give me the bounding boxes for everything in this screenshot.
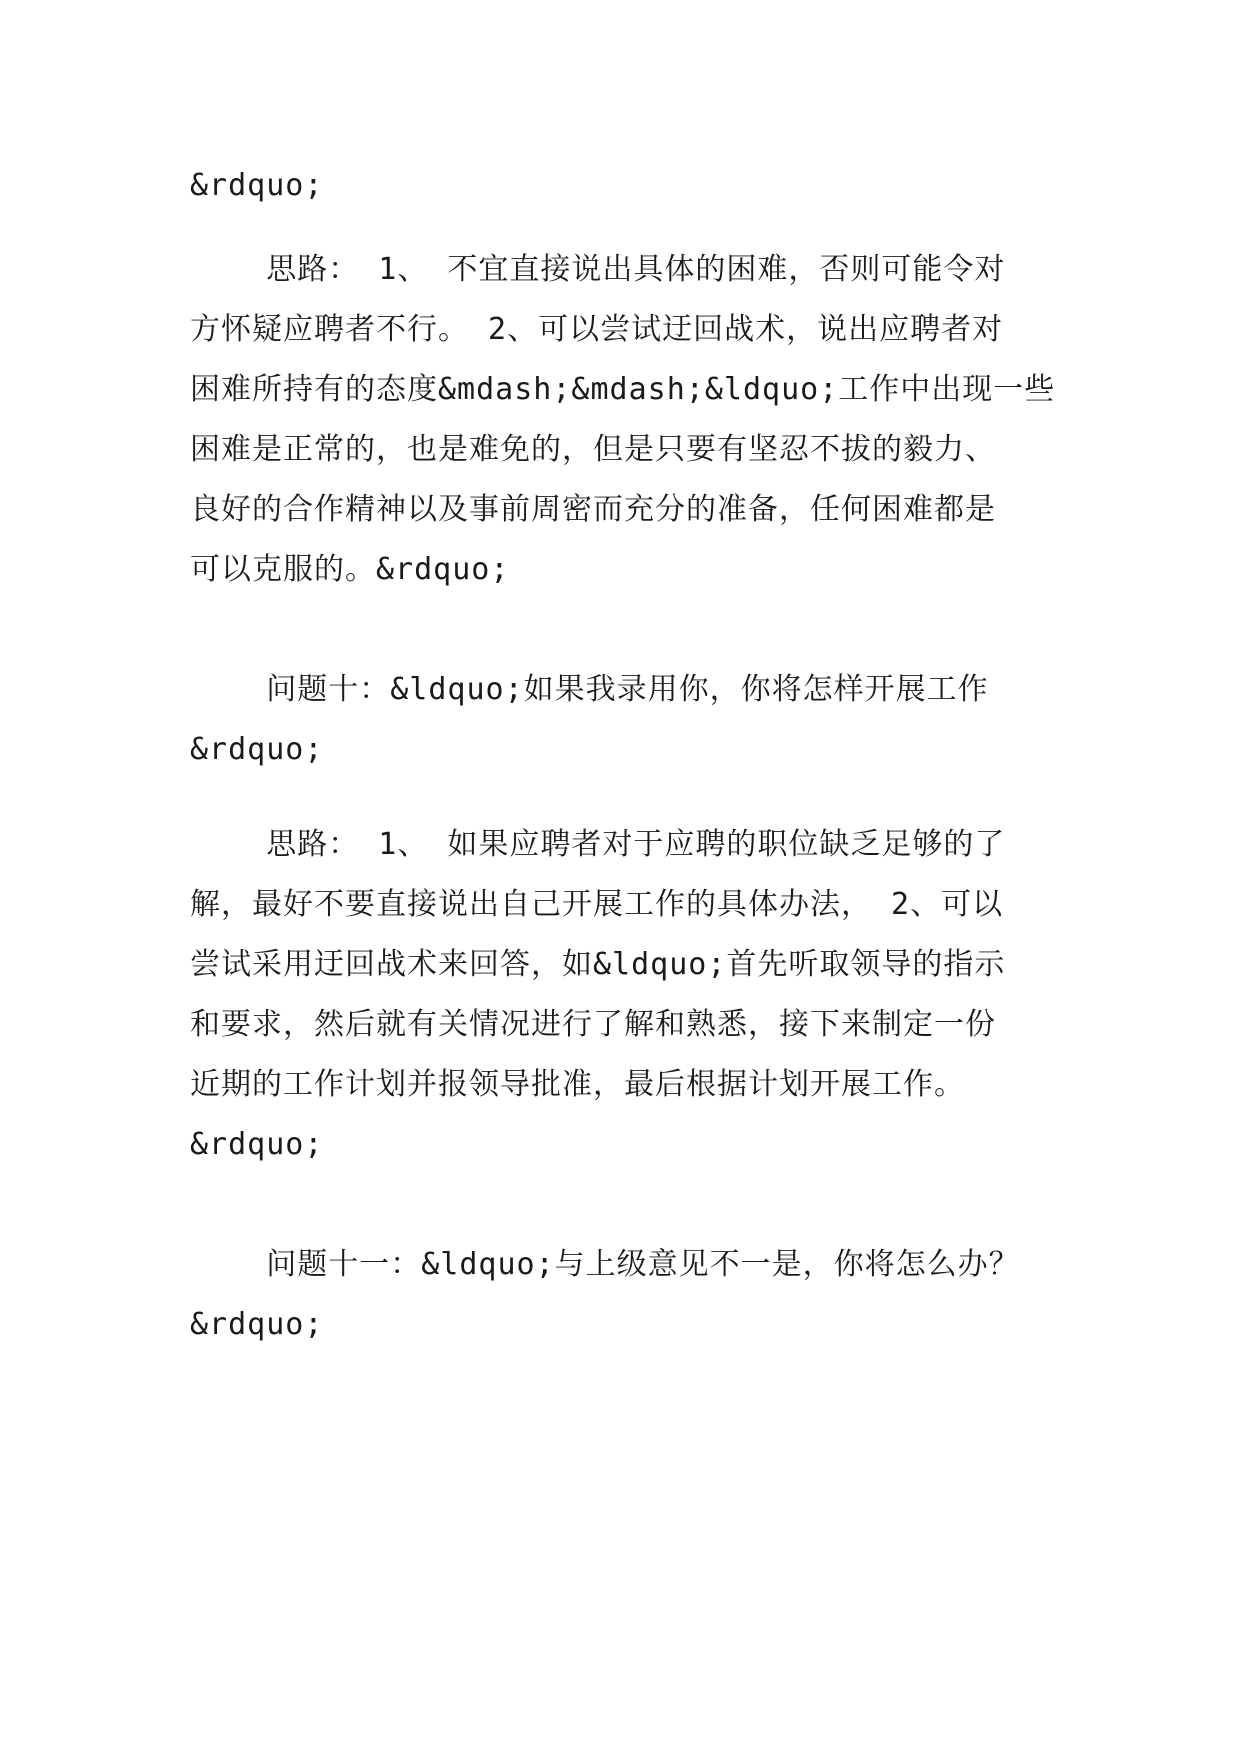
text-line: 困难是正常的，也是难免的，但是只要有坚忍不拔的毅力、 — [190, 432, 996, 467]
text-line: 困难所持有的态度&mdash;&mdash;&ldquo;工作中出现一些 — [190, 372, 1056, 407]
text-line: 和要求，然后就有关情况进行了解和熟悉，接下来制定一份 — [190, 1007, 996, 1042]
text-line: &rdquo; — [190, 1307, 324, 1342]
text-line: &rdquo; — [190, 168, 324, 203]
text-line: 尝试采用迂回战术来回答，如&ldquo;首先听取领导的指示 — [190, 947, 1006, 982]
text-line: 思路： 1、 不宜直接说出具体的困难，否则可能令对 — [190, 252, 1006, 287]
paragraph-answer-ten — [190, 815, 1060, 1175]
text-line: &rdquo; — [190, 1127, 324, 1162]
text-line: 问题十：&ldquo;如果我录用你，你将怎样开展工作 — [190, 672, 989, 707]
text-line: 解，最好不要直接说出自己开展工作的具体办法， 2、可以 — [190, 887, 1004, 922]
paragraph-question-ten — [190, 660, 1060, 780]
paragraph-question-eleven — [190, 1235, 1060, 1355]
text-line: 近期的工作计划并报领导批准，最后根据计划开展工作。 — [190, 1067, 965, 1102]
paragraph-answer-nine — [190, 240, 1060, 600]
text-line: 问题十一：&ldquo;与上级意见不一是，你将怎么办？ — [190, 1247, 1020, 1282]
text-line: 良好的合作精神以及事前周密而充分的准备，任何困难都是 — [190, 492, 996, 527]
text-line: 可以克服的。&rdquo; — [190, 552, 510, 587]
paragraph-closing-quote — [190, 156, 1060, 216]
text-line: 方怀疑应聘者不行。 2、可以尝试迂回战术，说出应聘者对 — [190, 312, 1004, 347]
text-line: &rdquo; — [190, 732, 324, 767]
text-line: 思路： 1、 如果应聘者对于应聘的职位缺乏足够的了 — [190, 827, 1006, 862]
